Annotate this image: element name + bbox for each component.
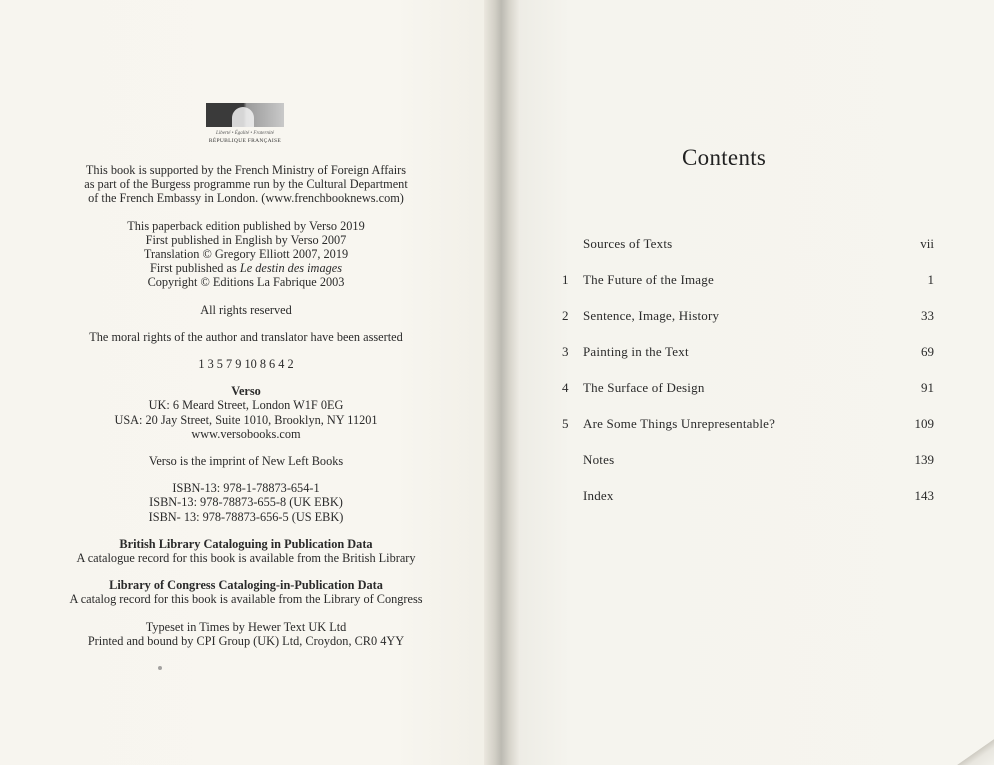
toc-entry — [562, 488, 938, 524]
loc-heading: Library of Congress Cataloging-in-Publication Data — [109, 578, 383, 593]
edition-line: First published in English by Verso 2007 — [145, 232, 347, 247]
isbn-line: ISBN-13: 978-78873-655-8 (UK EBK) — [149, 495, 343, 510]
toc-entry-title: Sources of Texts — [583, 236, 673, 251]
toc-entry — [562, 344, 938, 380]
original-title: Le destin des images — [239, 261, 342, 276]
logo-motto: Liberté • Égalité • Fraternité — [216, 131, 274, 136]
support-statement — [38, 163, 454, 206]
british-library-heading: British Library Cataloguing in Publication Data — [119, 536, 373, 551]
toc-entry-page: 33 — [921, 308, 934, 323]
toc-entry-page: 143 — [914, 488, 934, 503]
toc-entry — [562, 416, 938, 452]
toc-entry-title: Notes — [583, 452, 615, 467]
toc-entry-page: 109 — [914, 416, 934, 431]
toc-entry-page: 1 — [927, 272, 934, 287]
publisher-website: www.versobooks.com — [191, 426, 301, 441]
toc-entry-title: Sentence, Image, History — [583, 308, 720, 323]
toc-entry-number: 3 — [562, 344, 569, 359]
toc-entry-page: 69 — [921, 344, 934, 359]
republique-francaise-logo — [204, 103, 286, 144]
edition-line: This paperback edition published by Verso 2019 — [127, 218, 365, 233]
publisher-name: Verso — [231, 384, 261, 399]
isbn-line: ISBN- 13: 978-78873-656-5 (US EBK) — [148, 509, 344, 524]
printed-line: Printed and bound by CPI Group (UK) Ltd, Croydon, CR0 4YY — [87, 633, 405, 648]
edition-line: Copyright © Editions La Fabrique 2003 — [147, 275, 345, 290]
toc-entry-title: Painting in the Text — [583, 344, 689, 359]
toc-entry-number: 4 — [562, 380, 569, 395]
toc-entry-number: 2 — [562, 308, 569, 323]
library-of-congress-data — [38, 578, 454, 606]
toc-entry-title: The Future of the Image — [583, 272, 714, 287]
publisher-info — [38, 384, 454, 441]
toc-entry — [562, 236, 938, 272]
toc-entry — [562, 308, 938, 344]
toc-entry-title: Index — [583, 488, 614, 503]
rights-reserved — [38, 303, 454, 317]
typeset-line: Typeset in Times by Hewer Text UK Ltd — [145, 619, 347, 634]
toc-entry — [562, 452, 938, 488]
support-line: of the French Embassy in London. (www.frenchbooknews.com) — [88, 191, 404, 206]
printing-line — [38, 357, 454, 371]
printing-number-line: 1 3 5 7 9 10 8 6 4 2 — [198, 357, 294, 372]
moral-rights-line: The moral rights of the author and translator have been asserted — [89, 329, 403, 344]
publisher-uk-address: UK: 6 Meard Street, London W1F 0EG — [148, 398, 344, 413]
british-library-text: A catalogue record for this book is available from the British Library — [76, 551, 416, 566]
copyright-text-column — [38, 163, 454, 661]
book-gutter — [484, 0, 520, 765]
marianne-logo-icon — [206, 103, 284, 127]
toc-entry — [562, 272, 938, 308]
moral-rights — [38, 330, 454, 344]
imprint-line: Verso is the imprint of New Left Books — [148, 454, 344, 469]
table-of-contents — [562, 236, 938, 524]
toc-entry-title: Are Some Things Unrepresentable? — [583, 416, 776, 431]
support-line: as part of the Burgess programme run by the Cultural Department — [84, 177, 408, 192]
logo-name: RÉPUBLIQUE FRANÇAISE — [208, 138, 282, 144]
publisher-us-address: USA: 20 Jay Street, Suite 1010, Brooklyn, NY 11201 — [114, 412, 378, 427]
edition-line: Translation © Gregory Elliott 2007, 2019 — [143, 247, 349, 262]
toc-entry-title: The Surface of Design — [583, 380, 705, 395]
edition-original-prefix: First published as — [150, 261, 240, 276]
isbn-line: ISBN-13: 978-1-78873-654-1 — [172, 481, 320, 496]
british-library-data — [38, 537, 454, 565]
toc-entry-page: 139 — [914, 452, 934, 467]
loc-text: A catalog record for this book is available from the Library of Congress — [69, 592, 423, 607]
toc-entry-number: 5 — [562, 416, 569, 431]
ink-smudge — [158, 666, 162, 670]
toc-entry — [562, 380, 938, 416]
page-corner-curl — [954, 735, 994, 765]
rights-line: All rights reserved — [200, 302, 292, 317]
imprint-note — [38, 454, 454, 468]
isbn-list — [38, 481, 454, 524]
toc-entry-number: 1 — [562, 272, 569, 287]
toc-entry-page: vii — [920, 236, 934, 251]
edition-line — [38, 261, 454, 275]
support-line: This book is supported by the French Ministry of Foreign Affairs — [85, 163, 407, 177]
toc-entry-page: 91 — [921, 380, 934, 395]
printer-info — [38, 620, 454, 648]
edition-info — [38, 219, 454, 290]
contents-heading: Contents — [682, 145, 767, 170]
